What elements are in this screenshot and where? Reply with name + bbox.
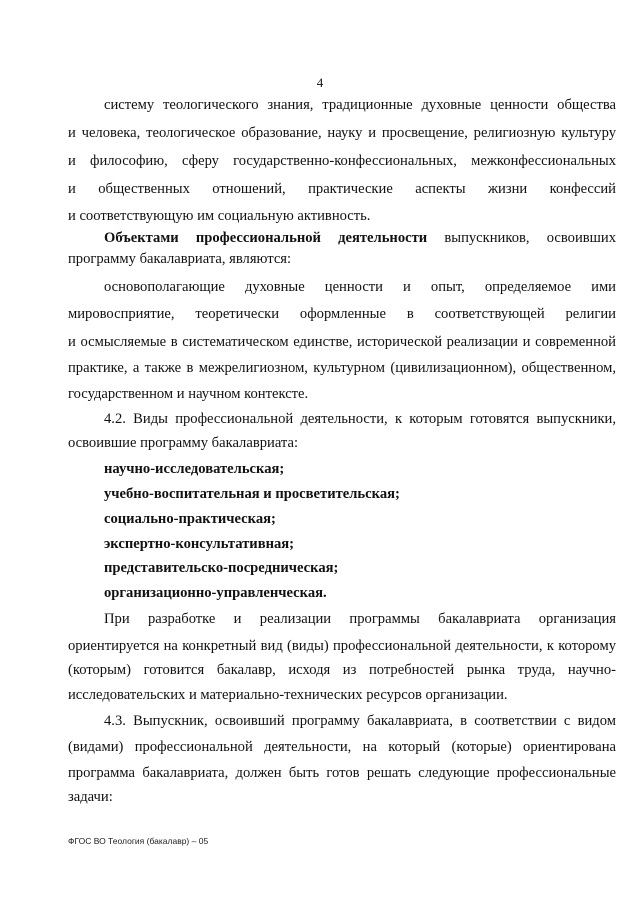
paragraph-6-line-1: 4.3. Выпускник, освоивший программу бакалавриата, в соответствии с видом xyxy=(104,713,616,729)
activity-type-item: представительско-посредническая; xyxy=(104,560,339,576)
paragraph-2-line-1 xyxy=(104,229,616,247)
paragraph-3-line-2: мировосприятие, теоретически оформленные в соответствующей религии xyxy=(68,306,616,322)
paragraph-1-line-4: и общественных отношений, практические аспекты жизни конфессий xyxy=(68,181,616,197)
activity-type-item: организационно-управленческая. xyxy=(104,585,327,601)
page-number: 4 xyxy=(316,75,324,90)
activity-type-item: социально-практическая; xyxy=(104,511,276,527)
paragraph-5-line-2: ориентируется на конкретный вид (виды) профессиональной деятельности, к которому xyxy=(68,638,616,654)
paragraph-5-line-3: (которым) готовится бакалавр, исходя из потребностей рынка труда, научно- xyxy=(68,662,616,678)
paragraph-3-line-3: и осмысляемые в систематическом единстве, исторической реализации и современной xyxy=(68,334,616,350)
objects-of-activity-heading: Объектами профессиональной деятельности xyxy=(104,230,428,246)
paragraph-6-line-2: (видами) профессиональной деятельности, на который (которые) ориентирована xyxy=(68,739,616,755)
paragraph-1-line-1: систему теологического знания, традиционные духовные ценности общества xyxy=(104,97,616,113)
paragraph-1-line-3: и философию, сферу государственно-конфессиональных, межконфессиональных xyxy=(68,153,616,169)
activity-type-item: научно-исследовательская; xyxy=(104,461,285,477)
paragraph-3-line-4: практике, а также в межрелигиозном, культурном (цивилизационном), общественном, xyxy=(68,360,616,376)
paragraph-2-line-2: программу бакалавриата, являются: xyxy=(68,251,292,267)
paragraph-1-line-2: и человека, теологическое образование, науку и просвещение, религиозную культуру xyxy=(68,125,616,141)
activity-type-item: учебно-воспитательная и просветительская; xyxy=(104,486,400,502)
activity-type-item: экспертно-консультативная; xyxy=(104,536,295,552)
paragraph-4-line-1: 4.2. Виды профессиональной деятельности, к которым готовятся выпускники, xyxy=(104,411,616,427)
paragraph-6-line-3: программа бакалавриата, должен быть готов решать следующие профессиональные xyxy=(68,765,616,781)
paragraph-1-line-5: и соответствующую им социальную активность. xyxy=(68,208,371,224)
paragraph-5-line-1: При разработке и реализации программы бакалавриата организация xyxy=(104,611,616,627)
paragraph-2-line-1-rest: выпускников, освоивших xyxy=(444,230,616,246)
paragraph-3-line-5: государственном и научном контексте. xyxy=(68,386,309,402)
paragraph-3-line-1: основополагающие духовные ценности и опыт, определяемое ими xyxy=(104,279,616,295)
document-footer: ФГОС ВО Теология (бакалавр) – 05 xyxy=(68,836,209,846)
paragraph-6-line-4: задачи: xyxy=(68,789,113,805)
paragraph-5-line-4: исследовательских и материально-технических ресурсов организации. xyxy=(68,687,508,703)
paragraph-4-line-2: освоившие программу бакалавриата: xyxy=(68,435,299,451)
